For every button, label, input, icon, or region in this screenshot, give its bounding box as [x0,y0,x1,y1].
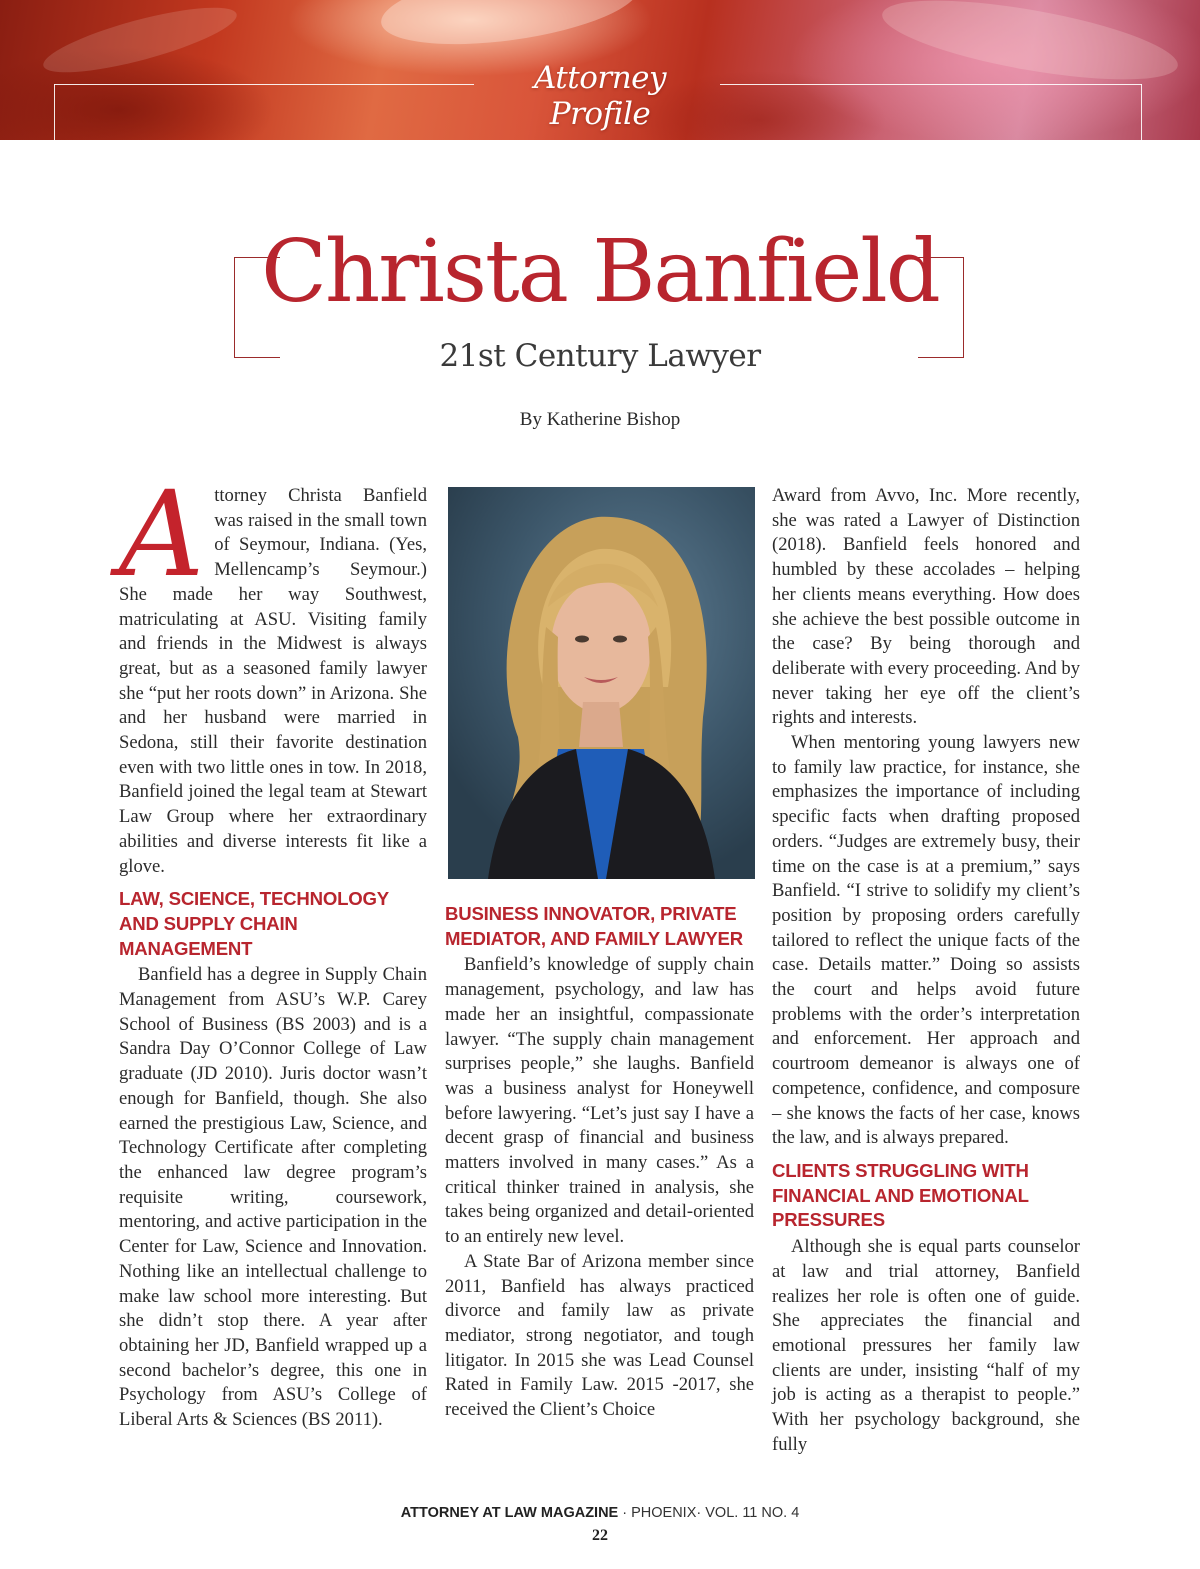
header-banner [0,0,1200,140]
intro-paragraph [119,465,427,879]
drop-cap: A [119,465,205,603]
paragraph-mentoring: When mentoring young lawyers new to family law practice, for instance, she emphasizes the importance of including specific facts when drafting proposed orders. “Judges are extremely busy, their time on the case is at a premium,” says Banfield. “I strive to solidify my client’s position by proposing orders carefully tailored to reflect the unique facts of the case. Details matter.” Doing so assists the court and helps avoid future problems with the order’s interpretation and enforcement. Her approach and courtroom demeanor is always one of competence, confidence, and composure – she knows the facts of her case, knows the law, and is always prepared. [772,732,1080,1149]
portrait-photo [448,487,755,879]
banner-frame-line-left [54,84,474,85]
section-heading-clients: CLIENTS STRUGGLING WITH FINANCIAL AND EMOTIONAL PRESSURES [772,1159,1029,1231]
issue-info: · PHOENIX· VOL. 11 NO. 4 [618,1505,800,1521]
article-column-2 [445,902,754,1423]
banner-frame-line-right [720,84,1142,85]
title-bracket-left-side [234,257,235,357]
section-title: Attorney Profile [533,60,667,132]
article-byline: By Katherine Bishop [519,409,681,430]
section-heading-business-innovator: BUSINESS INNOVATOR, PRIVATE MEDIATOR, AND FAMILY LAWYER [445,903,743,949]
paragraph-education: Banfield has a degree in Supply Chain Management from ASU’s W.P. Carey School of Business (BS 2003) and is a Sandra Day O’Connor College of Law graduate (JD 2010). Juris doctor wasn’t enough for Banfield, though. She also earned the prestigious Law, Science, and Technology Certificate after completing the enhanced law degree program’s requisite writing, coursework, mentoring, and active participation in the Center for Law, Science and Innovation. Nothing like an intellectual challenge to make law school more interesting. But she didn’t stop there. A year after obtaining her JD, Banfield wrapped up a second bachelor’s degree, this one in Psychology from ASU’s College of Liberal Arts & Sciences (BS 2011). [119,964,427,1431]
banner-frame-side-left [54,84,55,140]
article-title: Christa Banfield [261,222,939,322]
title-bracket-left-bottom [234,357,280,358]
section-heading-law-science: LAW, SCIENCE, TECHNOLOGY AND SUPPLY CHAIN MANAGEMENT [119,888,389,959]
article-column-3 [772,484,1080,1457]
banner-frame-side-right [1141,84,1142,140]
intro-text: ttorney Christa Banfield was raised in the small town of Seymour, Indiana. (Yes, Mellencamp’s Seymour.) She made her way Southwest, matriculating at ASU. Visiting family and friends in the Midwest is always great, but as a seasoned family lawyer she “put her roots down” in Arizona. She and her husband were married in Sedona, still their favorite destination even with two little ones in tow. In 2018, Banfield joined the legal team at Stewart Law Group where her extraordinary abilities and diverse interests fit like a glove. [119,485,427,877]
magazine-name: ATTORNEY AT LAW MAGAZINE [400,1505,619,1521]
paragraph-knowledge: Banfield’s knowledge of supply chain management, psychology, and law has made her an insightful, compassionate lawyer. “The supply chain management surprises people,” she laughs. Banfield was a business analyst for Honeywell before lawyering. “Let’s just say I have a decent grasp of financial and business matters involved in many cases.” As a critical thinker trained in analysis, she takes being organized and detail-oriented to an entirely new level. [445,954,754,1248]
paragraph-awards: Award from Avvo, Inc. More recently, she was rated a Lawyer of Distinction (2018). Banfield feels honored and humbled by these accolades – helping her clients means everything. How does she achieve the best possible outcome in the case? By being thorough and deliberate with every proceeding. And by never taking her eye off the client’s rights and interests. [772,485,1080,729]
footer-magazine-line [300,1505,900,1521]
article-column-1 [119,465,427,1433]
article-subtitle: 21st Century Lawyer [439,338,761,374]
title-bracket-right-bottom [918,357,964,358]
paragraph-clients: Although she is equal parts counselor at law and trial attorney, Banfield realizes her role is often one of guide. She appreciates the financial and emotional pressures her family law clients are under, insisting “half of my job is acting as a therapist to people.” With her psychology background, she fully [772,1236,1080,1455]
portrait-illustration [448,487,755,879]
title-bracket-right-side [963,257,964,357]
page-number: 22 [592,1527,608,1544]
paragraph-state-bar: A State Bar of Arizona member since 2011, Banfield has always practiced divorce and family law as private mediator, strong negotiator, and tough litigator. In 2015 she was Lead Counsel Rated in Family Law. 2015 -2017, she received the Client’s Choice [445,1250,754,1421]
